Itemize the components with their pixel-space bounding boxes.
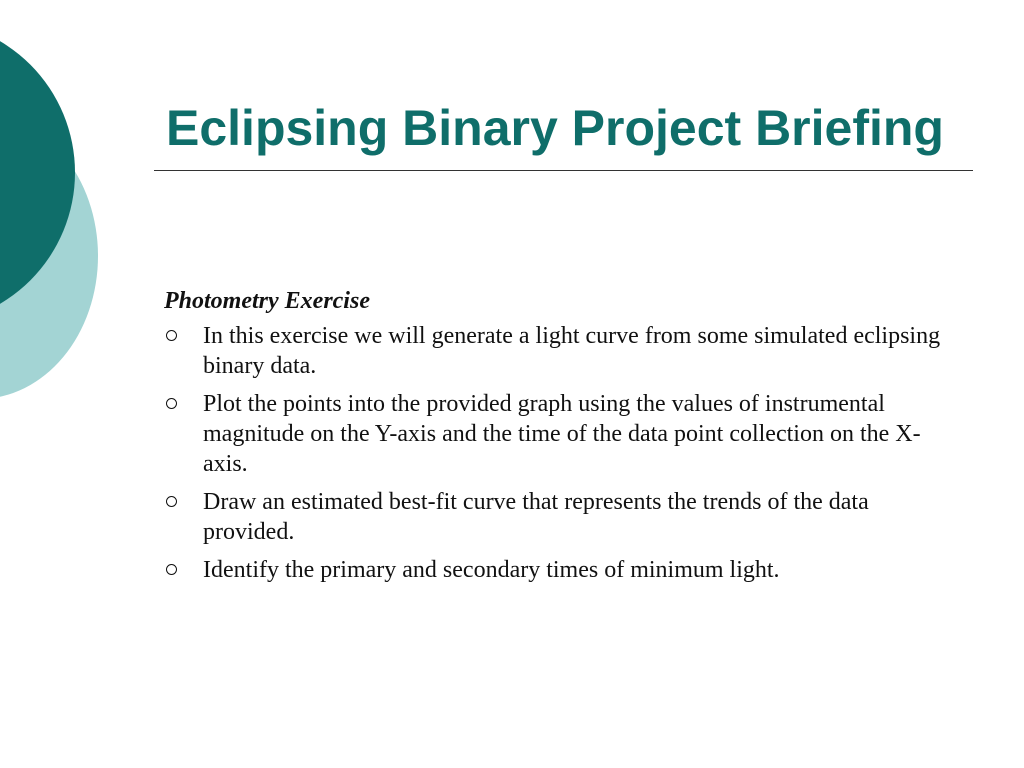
bullet-text: Draw an estimated best-fit curve that represents the trends of the data provided. bbox=[203, 489, 869, 545]
slide-body bbox=[164, 285, 954, 593]
bullet-item bbox=[164, 321, 954, 381]
hollow-circle-bullet-icon bbox=[166, 398, 177, 409]
bullet-item bbox=[164, 487, 954, 547]
section-subheading: Photometry Exercise bbox=[164, 288, 370, 314]
bullet-item bbox=[164, 555, 954, 585]
bullet-item bbox=[164, 389, 954, 479]
bullet-text: Identify the primary and secondary times of minimum light. bbox=[203, 557, 780, 583]
slide-title: Eclipsing Binary Project Briefing bbox=[166, 100, 944, 156]
bullet-text: Plot the points into the provided graph using the values of instrumental magnitude on the Y-axis and the time of the data point collection on the X-axis. bbox=[203, 391, 921, 477]
title-divider bbox=[154, 170, 973, 171]
bullet-list bbox=[164, 321, 954, 585]
hollow-circle-bullet-icon bbox=[166, 330, 177, 341]
bullet-text: In this exercise we will generate a light curve from some simulated eclipsing binary data. bbox=[203, 323, 941, 379]
hollow-circle-bullet-icon bbox=[166, 564, 177, 575]
hollow-circle-bullet-icon bbox=[166, 496, 177, 507]
